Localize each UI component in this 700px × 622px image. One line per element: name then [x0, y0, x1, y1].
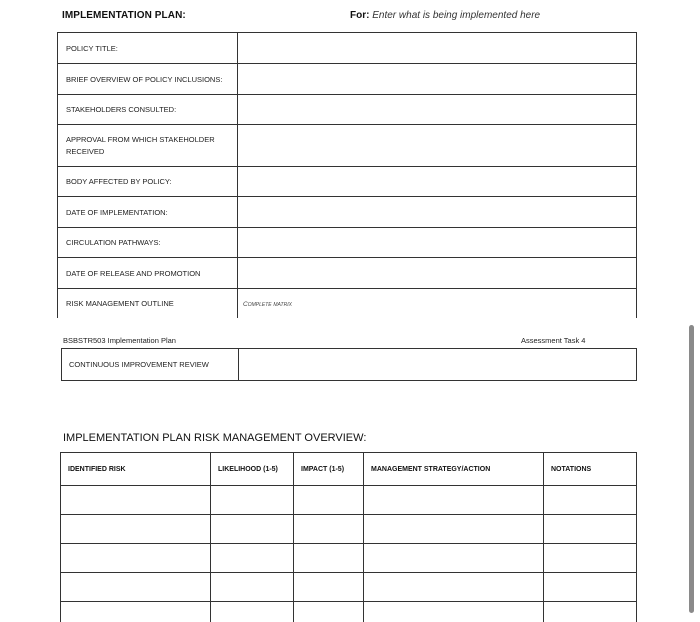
circulation-field[interactable] — [238, 228, 637, 258]
strategy-cell[interactable] — [364, 544, 544, 573]
row-label: APPROVAL FROM WHICH STAKEHOLDER RECEIVED — [58, 125, 238, 167]
continuous-improvement-table — [61, 348, 637, 381]
footer-right: Assessment Task 4 — [521, 336, 585, 345]
risk-cell[interactable] — [61, 573, 211, 602]
risk-cell[interactable] — [61, 602, 211, 622]
notation-cell[interactable] — [544, 544, 637, 573]
implementation-date-field[interactable] — [238, 197, 637, 228]
for-label: For: — [350, 10, 369, 21]
notation-cell[interactable] — [544, 602, 637, 622]
row-label: RISK MANAGEMENT OUTLINE — [58, 289, 238, 318]
row-label: CIRCULATION PATHWAYS: — [58, 228, 238, 258]
row-label: DATE OF RELEASE AND PROMOTION — [58, 258, 238, 289]
body-affected-field[interactable] — [238, 167, 637, 197]
strategy-cell[interactable] — [364, 573, 544, 602]
row-label: BODY AFFECTED BY POLICY: — [58, 167, 238, 197]
release-date-field[interactable] — [238, 258, 637, 289]
impact-cell[interactable] — [294, 515, 364, 544]
risk-cell[interactable] — [61, 486, 211, 515]
notation-cell[interactable] — [544, 515, 637, 544]
table-row — [61, 573, 637, 602]
strategy-cell[interactable] — [364, 515, 544, 544]
stakeholders-field[interactable] — [238, 95, 637, 125]
table-row — [58, 289, 637, 318]
notation-cell[interactable] — [544, 573, 637, 602]
table-row — [58, 95, 637, 125]
column-header: MANAGEMENT STRATEGY/ACTION — [364, 453, 544, 486]
policy-title-field[interactable] — [238, 33, 637, 64]
table-row — [61, 602, 637, 622]
likelihood-cell[interactable] — [211, 486, 294, 515]
table-row — [58, 64, 637, 95]
complete-matrix-note: Complete matrix — [243, 301, 292, 308]
page-title: IMPLEMENTATION PLAN: — [62, 10, 186, 21]
row-label: DATE OF IMPLEMENTATION: — [58, 197, 238, 228]
risk-management-table — [60, 452, 637, 622]
table-row — [61, 486, 637, 515]
impact-cell[interactable] — [294, 486, 364, 515]
approval-field[interactable] — [238, 125, 637, 167]
row-label: STAKEHOLDERS CONSULTED: — [58, 95, 238, 125]
table-row — [61, 544, 637, 573]
table-row — [61, 515, 637, 544]
vertical-scrollbar[interactable] — [689, 325, 694, 613]
likelihood-cell[interactable] — [211, 544, 294, 573]
column-header: NOTATIONS — [544, 453, 637, 486]
column-header: IDENTIFIED RISK — [61, 453, 211, 486]
likelihood-cell[interactable] — [211, 515, 294, 544]
likelihood-cell[interactable] — [211, 573, 294, 602]
table-row — [58, 258, 637, 289]
impact-cell[interactable] — [294, 602, 364, 622]
policy-overview-field[interactable] — [238, 64, 637, 95]
for-line — [350, 10, 540, 21]
likelihood-cell[interactable] — [211, 602, 294, 622]
implementation-plan-table — [57, 32, 637, 318]
risk-outline-field[interactable] — [238, 289, 637, 318]
table-row — [58, 167, 637, 197]
risk-overview-title: IMPLEMENTATION PLAN RISK MANAGEMENT OVERVIEW: — [63, 432, 366, 444]
continuous-improvement-field[interactable] — [239, 349, 637, 381]
row-label: CONTINUOUS IMPROVEMENT REVIEW — [62, 349, 239, 381]
risk-cell[interactable] — [61, 544, 211, 573]
impact-cell[interactable] — [294, 544, 364, 573]
column-header: IMPACT (1-5) — [294, 453, 364, 486]
table-row — [58, 197, 637, 228]
table-row — [58, 228, 637, 258]
row-label: BRIEF OVERVIEW OF POLICY INCLUSIONS: — [58, 64, 238, 95]
impact-cell[interactable] — [294, 573, 364, 602]
footer-left: BSBSTR503 Implementation Plan — [63, 336, 176, 345]
strategy-cell[interactable] — [364, 602, 544, 622]
row-label: POLICY TITLE: — [58, 33, 238, 64]
notation-cell[interactable] — [544, 486, 637, 515]
strategy-cell[interactable] — [364, 486, 544, 515]
risk-cell[interactable] — [61, 515, 211, 544]
column-header: LIKELIHOOD (1-5) — [211, 453, 294, 486]
table-row — [58, 125, 637, 167]
table-row — [62, 349, 637, 381]
for-value[interactable]: Enter what is being implemented here — [372, 10, 540, 21]
table-header-row — [61, 453, 637, 486]
table-row — [58, 33, 637, 64]
